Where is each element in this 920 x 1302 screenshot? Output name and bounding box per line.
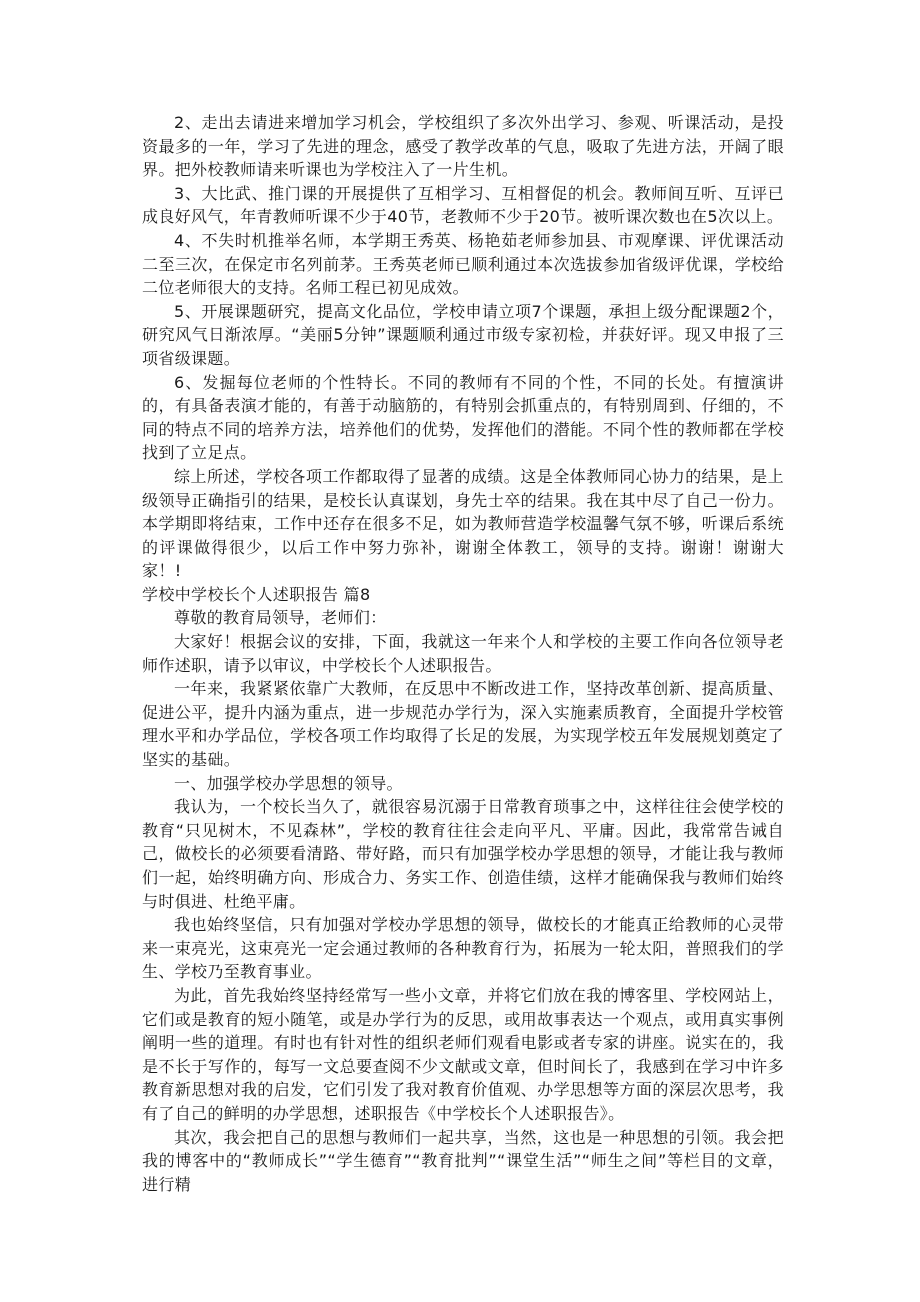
paragraph-item-2: 2、走出去请进来增加学习机会，学校组织了多次外出学习、参观、听课活动，是投资最多的一年，学习了先进的理念，感受了教学改革的气息，吸取了先进方法，开阔了眼界。把外校教师请来听课也为学校注入了一片生机。 [142, 113, 784, 180]
paragraph-item-6: 6、发掘每位老师的个性特长。不同的教师有不同的个性，不同的长处。有擅演讲的，有具备表演才能的，有善于动脑筋的，有特别会抓重点的，有特别周到、仔细的，不同的特点不同的培养方法，培养他们的优势，发挥他们的潜能。不同个性的教师都在学校找到了立足点。 [142, 372, 784, 463]
body-paragraph: 为此，首先我始终坚持经常写一些小文章，并将它们放在我的博客里、学校网站上，它们或是教育的短小随笔，或是办学行为的反思，或用故事表达一个观点，或用真实事例阐明一些的道理。有时也有针对性的组织老师们观看电影或者专家的讲座。说实在的，我是不长于写作的，每写一文总要查阅不少文献或文章，但时间长了，我感到在学习中许多教育新思想对我的启发，它们引发了我对教育价值观、办学思想等方面的深层次思考，我有了自己的鲜明的办学思想，述职报告《中学校长个人述职报告》。 [142, 985, 784, 1123]
body-paragraph: 其次，我会把自己的思想与教师们一起共享，当然，这也是一种思想的引领。我会把我的博客中的“教师成长”“学生德育”“教育批判”“课堂生活”“师生之间”等栏目的文章，进行精 [142, 1127, 784, 1194]
section-heading: 学校中学校长个人述职报告 篇8 [142, 584, 371, 604]
paragraph-item-4: 4、不失时机推举名师，本学期王秀英、杨艳茹老师参加县、市观摩课、评优课活动二至三次，在保定市名列前茅。王秀英老师已顺利通过本次选拔参加省级评优课，学校给二位老师很大的支持。名师工程已初见成效。 [142, 230, 784, 298]
paragraph-item-5: 5、开展课题研究，提高文化品位，学校申请立项7个课题，承担上级分配课题2个，研究风气日渐浓厚。“美丽5分钟”课题顺利通过市级专家初检，并获好评。现又申报了三项省级课题。 [142, 301, 784, 368]
body-paragraph: 我认为，一个校长当久了，就很容易沉溺于日常教育琐事之中，这样往往会使学校的教育“只见树木，不见森林”，学校的教育往往会走向平凡、平庸。因此，我常常告诫自己，做校长的必须要看清路、带好路，而只有加强学校办学思想的领导，才能让我与教师们一起，始终明确方向、形成合力、务实工作、创造佳绩，这样才能确保我与教师们始终与时俱进、杜绝平庸。 [142, 797, 784, 911]
document-body [142, 111, 784, 1196]
salutation: 尊敬的教育局领导，老师们： [174, 608, 387, 628]
subheading-1: 一、加强学校办学思想的领导。 [174, 773, 403, 793]
greeting-paragraph: 大家好！根据会议的安排，下面，我就这一年来个人和学校的主要工作向各位领导老师作述职，请予以审议，中学校长个人述职报告。 [142, 632, 784, 675]
summary-paragraph: 综上所述，学校各项工作都取得了显著的成绩。这是全体教师同心协力的结果，是上级领导正确指引的结果，是校长认真谋划，身先士卒的结果。我在其中尽了自己一份力。本学期即将结束，工作中还存在很多不足，如为教师营造学校温馨气氛不够，听课后系统的评课做得很少，以后工作中努力弥补，谢谢全体教工，领导的支持。谢谢！谢谢大家！! [142, 466, 784, 581]
body-paragraph: 我也始终坚信，只有加强对学校办学思想的领导，做校长的才能真正给教师的心灵带来一束亮光，这束亮光一定会通过教师的各种教育行为，拓展为一轮太阳，普照我们的学生、学校乃至教育事业。 [142, 915, 784, 982]
overview-paragraph: 一年来，我紧紧依靠广大教师，在反思中不断改进工作，坚持改革创新、提高质量、促进公平，提升内涵为重点，进一步规范办学行为，深入实施素质教育，全面提升学校管理水平和办学品位，学校各项工作均取得了长足的发展，为实现学校五年发展规划奠定了坚实的基础。 [142, 679, 784, 770]
paragraph-item-3: 3、大比武、推门课的开展提供了互相学习、互相督促的机会。教师间互听、互评已成良好风气，年青教师听课不少于40节，老教师不少于20节。被听课次数也在5次以上。 [142, 183, 784, 227]
